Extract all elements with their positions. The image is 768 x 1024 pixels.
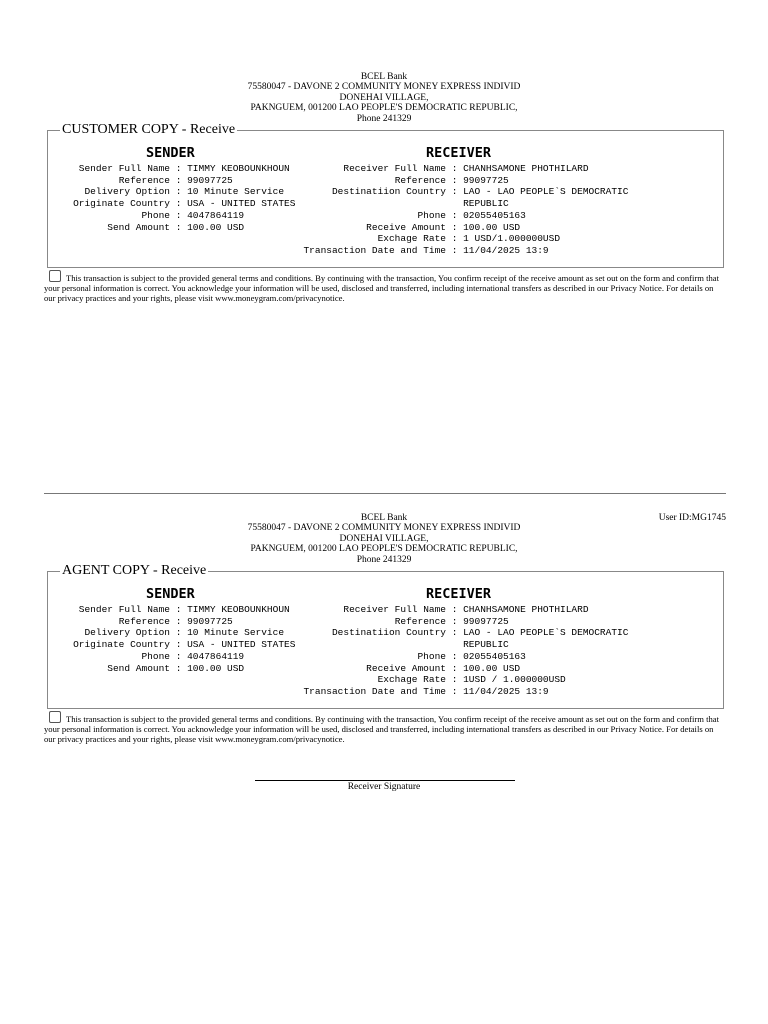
receiver-row: Exchage Rate : 1USD / 1.000000USD: [377, 674, 566, 686]
agent-header: [0, 513, 768, 565]
sender-row: Originate Country : USA - UNITED STATES: [73, 198, 296, 210]
agent-line: 75580047 - DAVONE 2 COMMUNITY MONEY EXPRESS INDIVID: [247, 82, 521, 93]
copy-title: CUSTOMER COPY - Receive: [62, 122, 236, 137]
user-id: User ID:MG1745: [658, 513, 726, 523]
sender-heading: SENDER: [146, 586, 195, 602]
receiver-row: Reference : 99097725: [394, 174, 509, 186]
phone-line: Phone 241329: [356, 113, 412, 124]
signature-line: [255, 780, 515, 781]
sender-row: Phone : 4047864119: [141, 650, 245, 662]
sender-row: Delivery Option : 10 Minute Service: [84, 186, 285, 198]
agent-terms: [44, 711, 724, 745]
receiver-row: Receiver Full Name : CHANHSAMONE PHOTHILARD: [343, 604, 589, 615]
sender-row: Send Amount : 100.00 USD: [107, 221, 245, 233]
sender-row: Sender Full Name : TIMMY KEOBOUNKHOUN: [78, 604, 290, 615]
receiver-row: Destinatiion Country : LAO - LAO PEOPLE`S DEMOCRATIC REPUBLIC: [331, 186, 629, 210]
sender-row: Phone : 4047864119: [141, 209, 245, 221]
terms-checkbox[interactable]: [49, 270, 61, 282]
address-line-1: DONEHAI VILLAGE,: [339, 92, 429, 103]
sender-rows: [58, 163, 318, 233]
receiver-row: Receive Amount : 100.00 USD: [366, 221, 521, 233]
sender-rows: [58, 604, 318, 674]
receiver-rows: [298, 604, 718, 698]
terms-text: This transaction is subject to the provided general terms and conditions. By continuing with the transaction, You confirm receipt of the receive amount as set out on the form and confirm that your personal information is correct. You acknowledge your information will be used, disclosed and transferred, including international transfers as described in our Privacy Notice. For details on our privacy practices and your rights, please visit www.moneygram.com/privacynotice.: [44, 714, 719, 745]
sender-row: Reference : 99097725: [118, 174, 233, 186]
signature-label: Receiver Signature: [347, 782, 421, 792]
receiver-row: Reference : 99097725: [394, 615, 509, 627]
sender-row: Delivery Option : 10 Minute Service: [84, 627, 285, 639]
address-line-2: PAKNGUEM, 001200 LAO PEOPLE'S DEMOCRATIC REPUBLIC,: [250, 103, 518, 114]
customer-copy-box: [47, 122, 724, 268]
agent-copy-box: [47, 563, 724, 709]
receiver-heading: RECEIVER: [426, 586, 492, 602]
terms-text: This transaction is subject to the provided general terms and conditions. By continuing with the transaction, You confirm receipt of the receive amount as set out on the form and confirm that your personal information is correct. You acknowledge your information will be used, disclosed and transferred, including international transfers as described in our Privacy Notice. For details on our privacy practices and your rights, please visit www.moneygram.com/privacynotice.: [44, 273, 719, 304]
sender-row: Send Amount : 100.00 USD: [107, 662, 245, 674]
sender-row: Originate Country : USA - UNITED STATES: [73, 639, 296, 651]
address-line-2: PAKNGUEM, 001200 LAO PEOPLE'S DEMOCRATIC REPUBLIC,: [250, 544, 518, 555]
sender-row: Sender Full Name : TIMMY KEOBOUNKHOUN: [78, 163, 290, 174]
customer-header: [0, 72, 768, 124]
receiver-row: Receiver Full Name : CHANHSAMONE PHOTHILARD: [343, 163, 589, 174]
receiver-row: Phone : 02055405163: [417, 209, 526, 221]
address-line-1: DONEHAI VILLAGE,: [339, 533, 429, 544]
receiver-row: Exchage Rate : 1 USD/1.000000USD: [377, 233, 561, 245]
receiver-rows: [298, 163, 718, 257]
receiver-row: Phone : 02055405163: [417, 650, 526, 662]
copy-title: AGENT COPY - Receive: [62, 563, 207, 578]
customer-terms: [44, 270, 724, 304]
receiver-row: Destinatiion Country : LAO - LAO PEOPLE`S DEMOCRATIC REPUBLIC: [331, 627, 629, 651]
phone-line: Phone 241329: [356, 554, 412, 565]
copy-divider: [44, 493, 726, 494]
receiver-row: Transaction Date and Time : 11/04/2025 13:9: [303, 685, 549, 697]
bank-name: BCEL Bank: [360, 72, 408, 82]
bank-name: BCEL Bank: [360, 513, 408, 523]
receiver-heading: RECEIVER: [426, 145, 492, 161]
sender-heading: SENDER: [146, 145, 195, 161]
agent-line: 75580047 - DAVONE 2 COMMUNITY MONEY EXPRESS INDIVID: [247, 523, 521, 534]
receiver-row: Receive Amount : 100.00 USD: [366, 662, 521, 674]
receiver-row: Transaction Date and Time : 11/04/2025 13:9: [303, 244, 549, 256]
terms-checkbox[interactable]: [49, 711, 61, 723]
sender-row: Reference : 99097725: [118, 615, 233, 627]
